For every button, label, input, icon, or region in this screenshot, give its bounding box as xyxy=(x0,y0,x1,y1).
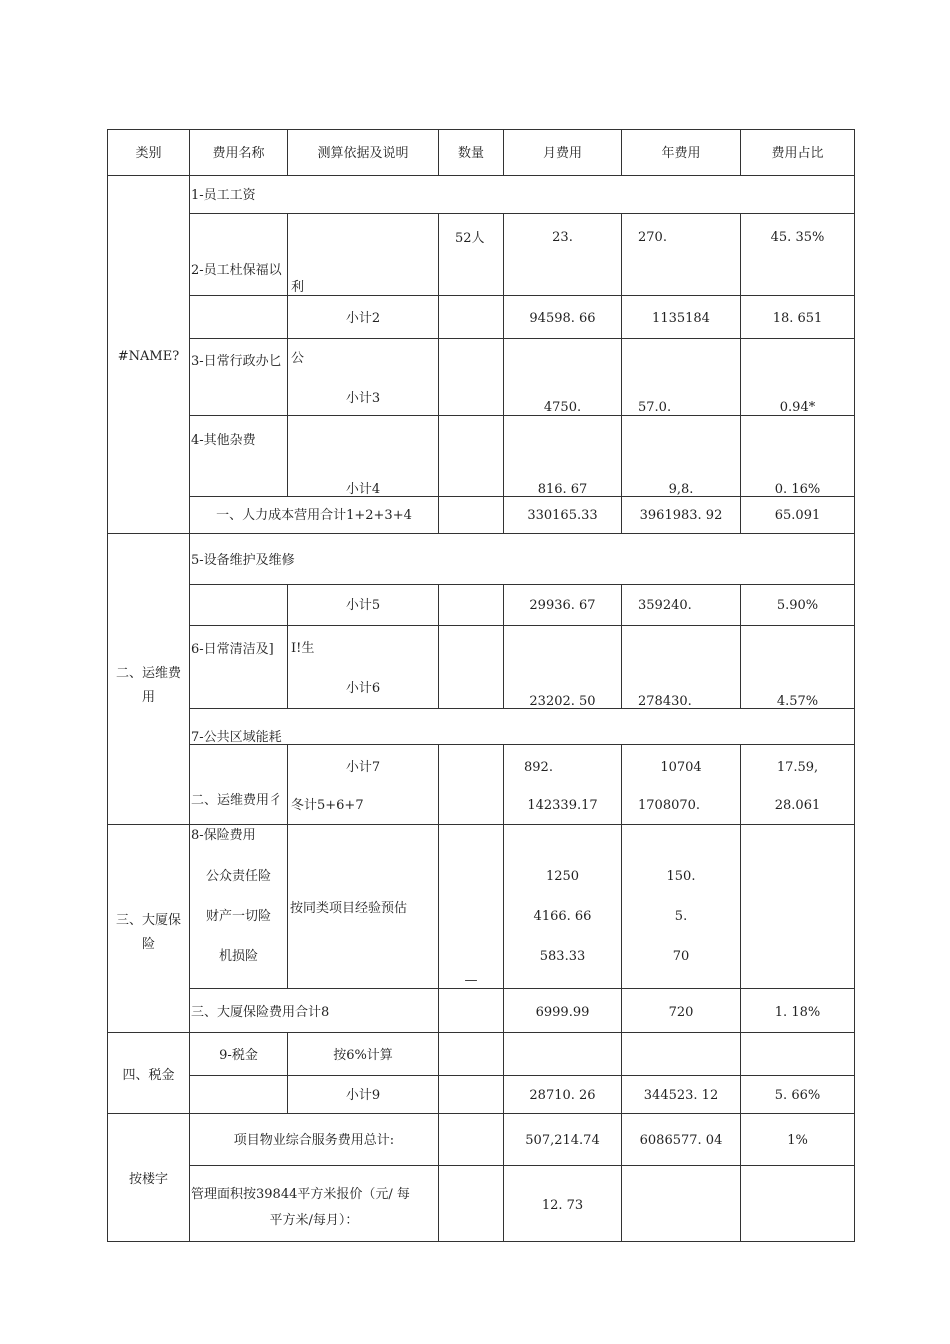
sec1-item3-basis: 公 xyxy=(291,351,305,366)
sec2-sub6-label: 小计6 xyxy=(345,681,381,696)
sec1-total-annual: 3961983. 92 xyxy=(639,508,723,523)
sec1-item2-qty: 52人 xyxy=(455,231,485,246)
sec5-category: 按楼字 xyxy=(128,1172,168,1187)
sec1-sub2-monthly: 94598. 66 xyxy=(529,311,596,326)
sec3-qty-mark: — xyxy=(464,973,478,988)
sec2-sub7-monthly: 892. xyxy=(524,760,553,775)
sec2-item7: 7-公共区域能耗 xyxy=(191,730,282,745)
sec3-ins1-monthly: 1250 xyxy=(545,869,580,884)
sec4-item9: 9-税金 xyxy=(219,1048,258,1063)
sec3-ins2: 财产一切险 xyxy=(205,909,271,924)
sec2-category: 二、运维费用 xyxy=(115,666,181,705)
sec3-ins2-annual: 5. xyxy=(674,909,688,924)
sec2-item6-basis: I!生 xyxy=(291,641,315,656)
sec3-total-ratio: 1. 18% xyxy=(774,1005,821,1020)
sec2-item5: 5-设备维护及维修 xyxy=(191,553,295,568)
sec1-item2-basis: 利 xyxy=(291,280,305,295)
sec3-total-annual: 720 xyxy=(668,1005,694,1020)
sec2-sub5-label: 小计5 xyxy=(345,598,381,613)
sec3-ins3-monthly: 583.33 xyxy=(539,949,586,964)
sec1-sub4-ratio: 0. 16% xyxy=(774,482,821,497)
sec1-sub4-annual: 9,8. xyxy=(668,482,694,497)
header-qty: 数量 xyxy=(457,146,484,161)
sec1-sub3-annual: 57.0. xyxy=(638,400,672,415)
sec3-basis: 按同类项目经验预估 xyxy=(290,901,408,916)
sec3-ins3-annual: 70 xyxy=(672,949,690,964)
sec3-category: 三、大厦保险 xyxy=(115,913,181,952)
sec1-item2-annual: 270. xyxy=(638,230,667,245)
sec1-item4-name: 4-其他杂费 xyxy=(191,433,256,448)
sec2-sub5-monthly: 29936. 67 xyxy=(529,598,596,613)
sec3-total-monthly: 6999.99 xyxy=(535,1005,590,1020)
sec1-sub4-monthly: 816. 67 xyxy=(537,482,588,497)
header-basis: 测算依据及说明 xyxy=(317,146,409,161)
header-monthly: 月费用 xyxy=(542,146,582,161)
sec3-ins1-annual: 150. xyxy=(666,869,696,884)
header-category: 类别 xyxy=(135,146,162,161)
sec1-total-ratio: 65.091 xyxy=(774,508,821,523)
sec2-item6-name: 6-日常清洁及] xyxy=(191,642,274,657)
sec1-sub3-monthly: 4750. xyxy=(543,400,582,415)
sec1-sub4-label: 小计4 xyxy=(345,482,381,497)
header-ratio: 费用占比 xyxy=(771,146,824,161)
sec2-total-annual: 1708070. xyxy=(638,798,701,813)
sec2-total-monthly: 142339.17 xyxy=(527,798,598,813)
sec1-sub2-ratio: 18. 651 xyxy=(772,311,823,326)
sec3-ins3: 机损险 xyxy=(218,949,258,964)
sec5-unit-label-1: 管理面积按39844平方米报价（元/ 每 xyxy=(191,1187,410,1202)
sec1-total-label: 一、人力成本营用合计1+2+3+4 xyxy=(216,508,412,523)
sec5-grand-label: 项目物业综合服务费用总计: xyxy=(233,1133,395,1148)
sec5-grand-annual: 6086577. 04 xyxy=(639,1133,723,1148)
sec5-grand-ratio: 1% xyxy=(787,1133,808,1148)
sec3-item8: 8-保险费用 xyxy=(191,828,256,843)
sec1-category: #NAME? xyxy=(117,349,180,364)
sec2-sub7-label: 小计7 xyxy=(345,760,381,775)
sec4-category: 四、税金 xyxy=(122,1068,175,1083)
sec3-ins1: 公众责任险 xyxy=(205,869,271,884)
sec2-sub7-annual: 10704 xyxy=(660,760,702,775)
sec1-item3-name: 3-日常行政办匕 xyxy=(191,354,282,369)
sec3-ins2-monthly: 4166. 66 xyxy=(533,909,592,924)
sec1-sub2-annual: 1135184 xyxy=(652,311,710,326)
sec1-item2-name: 2-员工杜保福以 xyxy=(191,263,282,278)
header-fee-name: 费用名称 xyxy=(212,146,265,161)
sec2-sub6-ratio: 4.57% xyxy=(776,694,819,709)
sec1-item2-ratio: 45. 35% xyxy=(770,230,825,245)
sec2-sub5-ratio: 5.90% xyxy=(776,598,819,613)
sec2-total-name: 二、运维费用彳 xyxy=(191,793,283,808)
sec4-sub9-ratio: 5. 66% xyxy=(774,1088,821,1103)
sec1-item1: 1-员工工资 xyxy=(191,188,256,203)
sec1-item2-monthly: 23. xyxy=(552,230,573,245)
sec2-sub6-annual: 278430. xyxy=(638,694,692,709)
sec4-item9-basis: 按6%计算 xyxy=(333,1048,393,1063)
sec2-sub6-monthly: 23202. 50 xyxy=(529,694,596,709)
sec2-sub7-ratio: 17.59, xyxy=(776,760,819,775)
sec2-total-basis: 冬计5+6+7 xyxy=(291,798,364,813)
sec2-sub5-annual: 359240. xyxy=(638,598,692,613)
sec4-sub9-monthly: 28710. 26 xyxy=(529,1088,596,1103)
header-annual: 年费用 xyxy=(661,146,701,161)
sec1-sub2-label: 小计2 xyxy=(345,311,381,326)
sec1-total-monthly: 330165.33 xyxy=(527,508,598,523)
sec3-total-label: 三、大厦保险费用合计8 xyxy=(191,1005,330,1020)
sec5-unit-value: 12. 73 xyxy=(541,1198,584,1213)
sec1-sub3-label: 小计3 xyxy=(345,391,381,406)
sec5-grand-monthly: 507,214.74 xyxy=(525,1133,600,1148)
sec4-sub9-label: 小计9 xyxy=(345,1088,381,1103)
sec2-total-ratio: 28.061 xyxy=(774,798,821,813)
sec4-sub9-annual: 344523. 12 xyxy=(643,1088,719,1103)
sec1-sub3-ratio: 0.94* xyxy=(779,400,816,415)
sec5-unit-label-2: 平方米/每月）： xyxy=(269,1213,359,1228)
